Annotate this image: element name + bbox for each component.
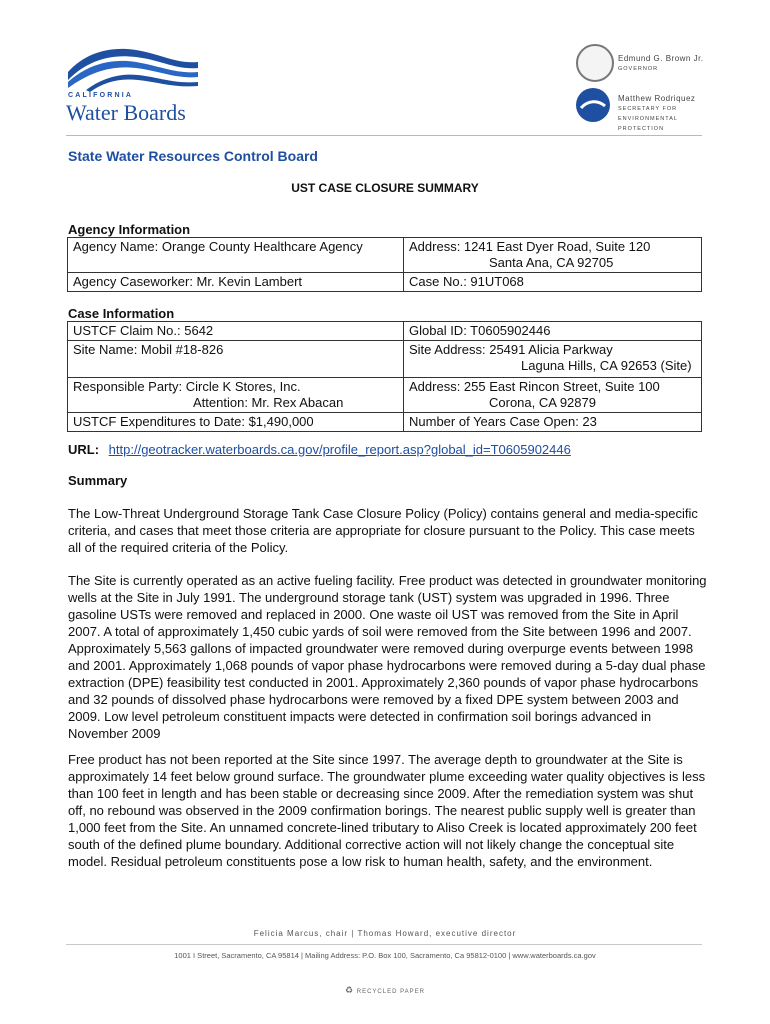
officials-block xyxy=(576,44,706,132)
site-name-cell: Site Name: Mobil #18-826 xyxy=(68,341,404,378)
agency-name-cell: Agency Name: Orange County Healthcare Agency xyxy=(68,238,404,273)
governor-title: GOVERNOR xyxy=(618,66,659,72)
page-title: UST CASE CLOSURE SUMMARY xyxy=(291,181,479,195)
case-number-cell: Case No.: 91UT068 xyxy=(404,273,702,292)
summary-paragraph-3: Free product has not been reported at the Site since 1997. The average depth to groundwater at the Site is approximately 14 feet below ground surface. The groundwater plume exceeding water quality objectives is less than 100 feet in length and has been stable or decreasing since 2009. After the remediation system was shut off, no rebound was observed in the 2009 confirmation borings. The nearest public supply well is greater than 1,000 feet from the Site. An unnamed concrete-lined tributary to Aliso Creek is located approximately 200 feet south of the defined plume boundary. Additional corrective action will not likely change the conceptual site model. Residual petroleum constituents pose a low risk to human health, safety, and the environment. xyxy=(68,752,706,869)
url-label: URL: xyxy=(68,442,100,457)
rp-address-1: Address: 255 East Rincon Street, Suite 100 xyxy=(409,379,660,394)
agency-table xyxy=(67,237,702,292)
summary-paragraph-1: The Low-Threat Underground Storage Tank Case Closure Policy (Policy) contains general and media-specific criteria, and cases that meet those criteria are appropriate for closure pursuant to the Policy. This case meets all of the required criteria of the Policy. xyxy=(68,506,698,555)
claim-number-cell: USTCF Claim No.: 5642 xyxy=(68,322,404,341)
logo-state-text: CALIFORNIA xyxy=(68,92,134,99)
recycle-icon: ♻ xyxy=(345,985,355,995)
board-name: State Water Resources Control Board xyxy=(68,148,318,164)
rp-address-cell xyxy=(404,378,702,413)
wave-logo-icon xyxy=(66,42,201,92)
footer-officers: Felicia Marcus, chair | Thomas Howard, executive director xyxy=(253,929,517,938)
state-seal-icon xyxy=(576,44,614,82)
summary-paragraph-2: The Site is currently operated as an active fueling facility. Free product was detected in groundwater monitoring wells at the Site in July 1991. The underground storage tank (UST) system was upgraded in 1996. Three gasoline USTs were removed and replaced in 2000. One waste oil UST was removed from the Site in April 2007. A total of approximately 1,450 cubic yards of soil were removed from the Site between 1996 and 2007. Approximately 5,563 gallons of impacted groundwater were removed during overpurge events between 1998 and 2001. Approximately 1,068 pounds of vapor phase hydrocarbons were removed during a 5-day dual phase extraction (DPE) feasibility test conducted in 2001. Approximately 2,360 pounds of vapor phase hydrocarbons and 32 pounds of dissolved phase hydrocarbons were removed by a fixed DPE system between 2003 and 2009. Low level petroleum constituent impacts were detected in confirmation soil borings advanced in November 2009 xyxy=(68,573,707,741)
agency-address-2: Santa Ana, CA 92705 xyxy=(489,255,614,270)
agency-address-1: Address: 1241 East Dyer Road, Suite 120 xyxy=(409,239,651,254)
header-divider xyxy=(66,135,702,136)
footer-address: 1001 I Street, Sacramento, CA 95814 | Mailing Address: P.O. Box 100, Sacramento, Ca 95812-0100 | www.waterboards.ca.gov xyxy=(174,951,596,960)
recycled-paper-note xyxy=(0,985,770,996)
secretary-title-1: SECRETARY FOR xyxy=(618,106,678,112)
agency-heading: Agency Information xyxy=(68,222,191,237)
years-open-cell: Number of Years Case Open: 23 xyxy=(404,413,702,432)
url-row xyxy=(68,442,571,457)
agency-caseworker-cell: Agency Caseworker: Mr. Kevin Lambert xyxy=(68,273,404,292)
responsible-party-2: Attention: Mr. Rex Abacan xyxy=(193,395,344,410)
water-boards-logo xyxy=(66,42,201,127)
case-table xyxy=(67,321,702,432)
site-address-1: Site Address: 25491 Alicia Parkway xyxy=(409,342,613,357)
responsible-party-1: Responsible Party: Circle K Stores, Inc. xyxy=(73,379,301,394)
logo-name-text: Water Boards xyxy=(66,100,186,125)
secretary-name: Matthew Rodriquez xyxy=(618,94,696,103)
calepa-seal-icon xyxy=(576,88,610,122)
rp-address-2: Corona, CA 92879 xyxy=(489,395,596,410)
agency-address-cell xyxy=(404,238,702,273)
case-heading: Case Information xyxy=(68,306,175,321)
site-address-cell xyxy=(404,341,702,378)
responsible-party-cell xyxy=(68,378,404,413)
expenditures-cell: USTCF Expenditures to Date: $1,490,000 xyxy=(68,413,404,432)
secretary-title-2: ENVIRONMENTAL PROTECTION xyxy=(618,116,678,132)
recycled-text: RECYCLED PAPER xyxy=(356,989,425,995)
site-address-2: Laguna Hills, CA 92653 (Site) xyxy=(521,358,692,373)
summary-heading: Summary xyxy=(68,473,128,488)
geotracker-link[interactable]: http://geotracker.waterboards.ca.gov/profile_report.asp?global_id=T0605902446 xyxy=(108,442,571,457)
footer-divider xyxy=(66,944,702,945)
governor-name: Edmund G. Brown Jr. xyxy=(618,54,704,63)
global-id-cell: Global ID: T0605902446 xyxy=(404,322,702,341)
